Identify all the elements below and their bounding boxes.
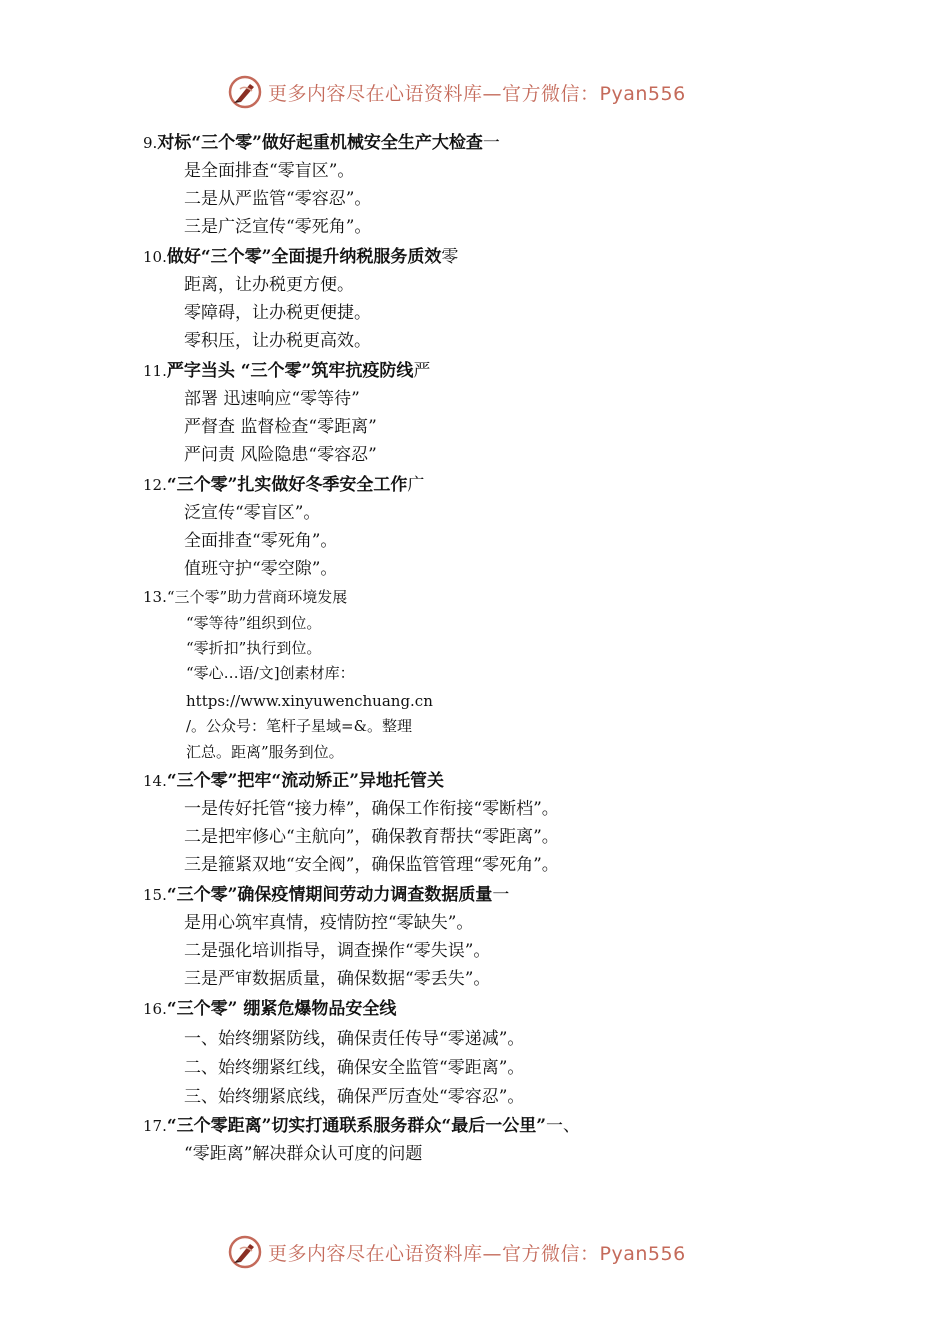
section-heading: 10.做好“三个零”全面提升纳税服务质效零	[143, 247, 459, 267]
banner-text: 更多内容尽在心语资料库—官方微信：Pyan556	[268, 1242, 686, 1265]
section-heading: 17.“三个零距离”切实打通联系服务群众“最后一公里”一、	[143, 1116, 580, 1136]
pen-logo-icon	[228, 75, 262, 109]
section-line: 泛宣传“零盲区”。	[184, 503, 321, 523]
section-line: 二是把牢修心“主航向”，确保教育帮扶“零距离”。	[184, 827, 559, 847]
section-line: /。公众号：笔杆子星域=&。整理	[186, 717, 412, 735]
section-line: 是全面排查“零盲区”。	[184, 161, 355, 181]
footer-banner	[228, 1234, 686, 1270]
section-line: 三、始终绷紧底线，确保严厉查处“零容忍”。	[184, 1087, 525, 1107]
section-line: 严问责 风险隐患“零容忍”	[184, 445, 377, 465]
section-line: 一是传好托管“接力棒”，确保工作衔接“零断档”。	[184, 799, 559, 819]
section-line: 二是强化培训指导，调查操作“零失误”。	[184, 941, 491, 961]
section-line: 值班守护“零空隙”。	[184, 559, 338, 579]
section-line: “零折扣”执行到位。	[186, 639, 322, 657]
section-line: 一、始终绷紧防线，确保责任传导“零递减”。	[184, 1029, 525, 1049]
section-line: 三是箍紧双地“安全阀”，确保监管管理“零死角”。	[184, 855, 559, 875]
pen-logo-icon	[228, 1235, 262, 1269]
section-line: 汇总。距离”服务到位。	[186, 743, 344, 761]
section-heading: 16.“三个零” 绷紧危爆物品安全线	[143, 999, 397, 1019]
section-heading: 9.对标“三个零”做好起重机械安全生产大检查一	[143, 133, 500, 153]
section-line: “零距离”解决群众认可度的问题	[184, 1144, 423, 1164]
section-line: “零等待”组织到位。	[186, 614, 322, 632]
section-line: 二、始终绷紧红线，确保安全监管“零距离”。	[184, 1058, 525, 1078]
section-line: 部署 迅速响应“零等待”	[184, 389, 360, 409]
section-heading: 12.“三个零”扎实做好冬季安全工作广	[143, 475, 425, 495]
section-heading: 11.严字当头 “三个零”筑牢抗疫防线严	[143, 361, 431, 381]
section-heading: 15.“三个零”确保疫情期间劳动力调查数据质量一	[143, 885, 510, 905]
section-line: 严督查 监督检查“零距离”	[184, 417, 377, 437]
section-heading: 13.“三个零”助力营商环境发展	[143, 588, 348, 606]
header-banner	[228, 74, 686, 110]
section-line: 零积压，让办税更高效。	[184, 331, 371, 351]
section-line: 二是从严监管“零容忍”。	[184, 189, 372, 209]
section-line: 全面排查“零死角”。	[184, 531, 338, 551]
source-url: https://www.xinyuwenchuang.cn	[186, 692, 433, 710]
section-line: 是用心筑牢真情，疫情防控“零缺失”。	[184, 913, 474, 933]
section-line: “零心…语/文]创素材库：	[186, 664, 355, 682]
banner-text: 更多内容尽在心语资料库—官方微信：Pyan556	[268, 82, 686, 105]
section-line: 三是严审数据质量，确保数据“零丢失”。	[184, 969, 491, 989]
section-line: 零障碍，让办税更便捷。	[184, 303, 371, 323]
section-line: 三是广泛宣传“零死角”。	[184, 217, 372, 237]
section-line: 距离，让办税更方便。	[184, 275, 354, 295]
section-heading: 14.“三个零”把牢“流动矫正”异地托管关	[143, 771, 444, 791]
